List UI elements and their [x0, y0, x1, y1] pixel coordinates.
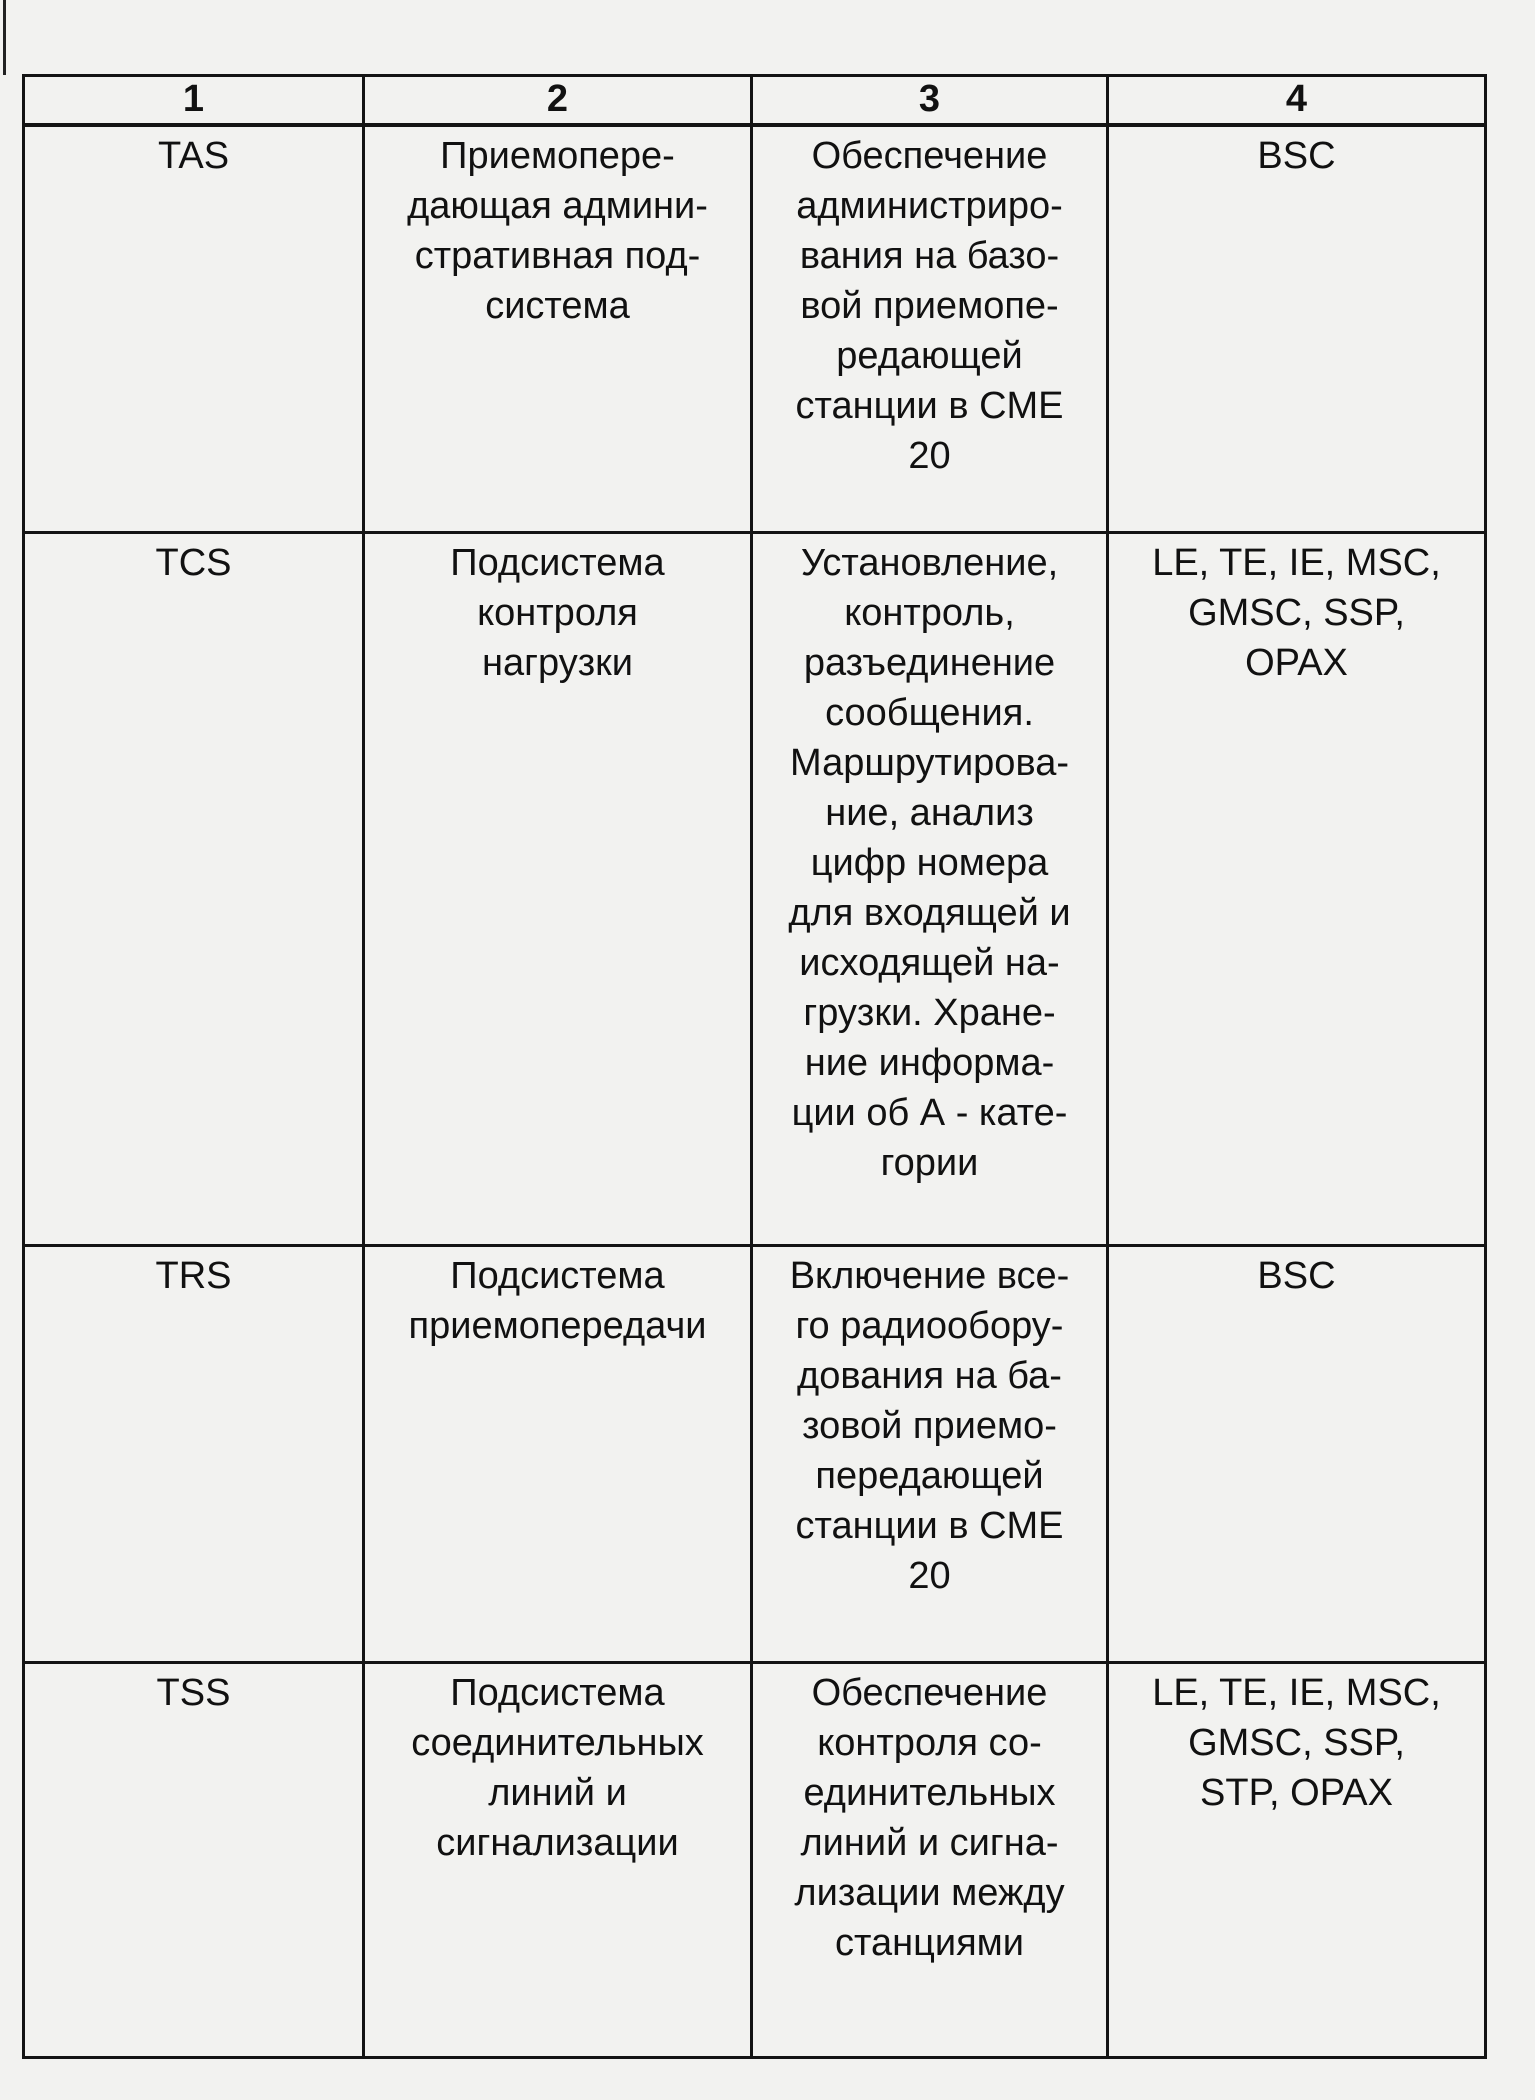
- cell-function: Установление, контроль, разъединение сообщения. Маршрутирова- ние, анализ цифр номера для входящей и исходящей на- грузки. Хране- ние информа- ции об А - кате- гории: [752, 533, 1108, 1246]
- cell-name: Подсистема приемопередачи: [364, 1246, 752, 1663]
- table-row: [24, 125, 1486, 533]
- cell-function: Включение все- го радиообору- дования на ба- зовой приемо- передающей станции в CME 20: [752, 1246, 1108, 1663]
- cell-code: TCS: [24, 533, 364, 1246]
- cell-function: Обеспечение контроля со- единительных линий и сигна- лизации между станциями: [752, 1663, 1108, 2058]
- cell-name: Подсистема соединительных линий и сигнализации: [364, 1663, 752, 2058]
- cell-nodes: LE, TE, IE, MSC, GMSC, SSP, STP, OPAX: [1108, 1663, 1486, 2058]
- column-header-3: 3: [752, 76, 1108, 126]
- cell-code: TAS: [24, 125, 364, 533]
- cell-code: TSS: [24, 1663, 364, 2058]
- page-edge-mark: [3, 0, 6, 75]
- subsystems-table: [22, 74, 1487, 2059]
- cell-nodes: LE, TE, IE, MSC, GMSC, SSP, OPAX: [1108, 533, 1486, 1246]
- table-row: [24, 1663, 1486, 2058]
- cell-nodes: BSC: [1108, 125, 1486, 533]
- column-header-4: 4: [1108, 76, 1486, 126]
- column-header-2: 2: [364, 76, 752, 126]
- cell-name: Приемопере- дающая админи- стративная под- система: [364, 125, 752, 533]
- column-header-1: 1: [24, 76, 364, 126]
- table-row: [24, 533, 1486, 1246]
- cell-nodes: BSC: [1108, 1246, 1486, 1663]
- table-row: [24, 1246, 1486, 1663]
- header-row: [24, 76, 1486, 126]
- cell-code: TRS: [24, 1246, 364, 1663]
- cell-name: Подсистема контроля нагрузки: [364, 533, 752, 1246]
- cell-function: Обеспечение администриро- вания на базо- вой приемопе- редающей станции в CME 20: [752, 125, 1108, 533]
